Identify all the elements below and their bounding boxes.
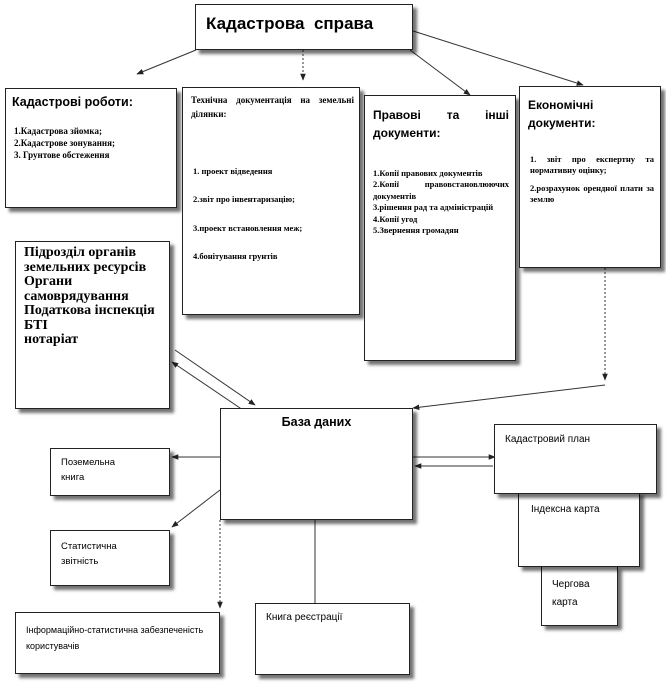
list-item: 4.Копії угод — [373, 213, 418, 224]
arrow-econ-to-database — [413, 385, 605, 408]
list-item: 2.Копії правовстановлюючих документів — [373, 179, 509, 201]
arrow-agencies-to-database — [175, 350, 255, 405]
cadastral-case-title: Кадастрова справа — [206, 14, 374, 33]
list-item: 1.Кадастрова зйомка; — [14, 126, 102, 136]
list-item: 5.Звернення громадян — [373, 225, 459, 236]
registry-book-label: Книга реєстрації — [266, 612, 343, 623]
duty-map-label: Чергова карта — [552, 579, 590, 608]
list-item: 1. проект відведення — [193, 165, 273, 176]
cadastral-works-list — [6, 109, 176, 161]
land-book-box — [50, 448, 170, 496]
statistics-box — [50, 530, 170, 586]
list-item: Податкова інспекція — [24, 303, 155, 319]
legal-docs-title: Правові та інші документи: — [373, 108, 509, 140]
economic-docs-title: Економічні документи: — [528, 98, 596, 130]
agencies-list — [16, 242, 169, 348]
database-title: База даних — [281, 415, 352, 429]
agencies-box — [15, 241, 170, 409]
land-book-label: Поземельна книга — [61, 457, 116, 484]
arrow-title-to-econ — [410, 30, 583, 85]
arrow-title-to-legal — [410, 50, 470, 95]
economic-docs-list — [520, 132, 660, 206]
index-map-label: Індексна карта — [531, 504, 600, 515]
list-item: нотаріат — [24, 332, 79, 348]
list-item: 2.розрахунок орендної плати за землю — [530, 182, 654, 205]
list-item: БТІ — [24, 317, 48, 333]
list-item: 1.Копії правових документів — [373, 168, 483, 178]
list-item: 1. звіт про експертну та нормативну оцінку; — [530, 154, 654, 176]
list-item: 3.проект встановлення меж; — [193, 222, 303, 233]
list-item: Органи самоврядування — [24, 274, 129, 304]
registry-book-box — [255, 603, 410, 675]
database-box — [220, 408, 413, 520]
cadastral-plan-box — [494, 424, 657, 494]
index-map-box — [518, 491, 640, 567]
cadastral-works-box — [5, 88, 177, 208]
arrow-database-to-agencies — [172, 362, 243, 410]
technical-docs-box — [182, 87, 360, 315]
info-support-label: Інформаційно-статистична забезпеченість користувачів — [26, 625, 204, 651]
cadastral-works-title: Кадастрові роботи: — [12, 95, 133, 109]
duty-map-box — [541, 566, 618, 626]
statistics-label: Статистична звітність — [61, 541, 117, 568]
technical-docs-title: Технічна документація на земельні ділянки: — [191, 95, 354, 120]
technical-docs-list — [183, 122, 359, 263]
list-item: 4.бонітування грунтів — [193, 251, 278, 262]
list-item: 2.звіт про інвентаризацію; — [193, 194, 295, 205]
list-item: Підрозділ органів земельних ресурсів — [24, 245, 147, 275]
cadastral-case-box — [195, 4, 413, 50]
arrow-title-to-works — [137, 50, 196, 74]
cadastral-plan-label: Кадастровий план — [505, 434, 591, 445]
list-item: 3.рішення рад та адміністрацій — [373, 202, 494, 213]
info-support-box — [15, 612, 220, 674]
list-item: 2.Кадастрове зонування; — [14, 138, 115, 149]
arrow-database-to-stats — [172, 490, 220, 527]
legal-docs-box — [364, 95, 516, 361]
list-item: 3. Грунтове обстеження — [14, 150, 110, 161]
legal-docs-list — [365, 142, 515, 237]
economic-docs-box — [519, 86, 661, 268]
